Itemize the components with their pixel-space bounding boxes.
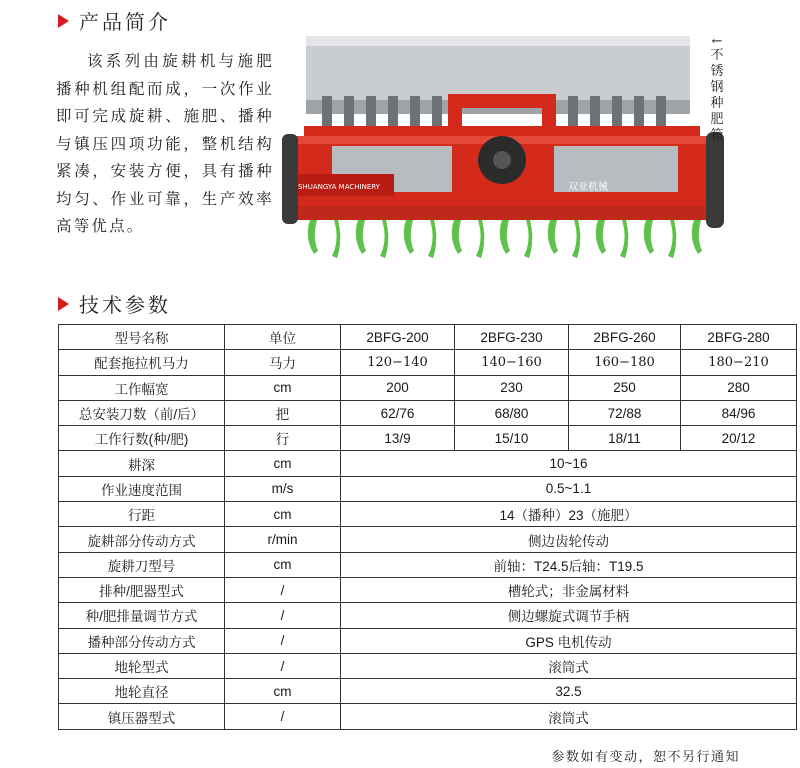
intro-title: 产品简介 (79, 10, 171, 34)
spec-heading (58, 289, 171, 318)
table-row (59, 375, 797, 400)
param-unit: r/min (225, 527, 341, 552)
triangle-bullet-icon (58, 14, 69, 28)
hopper-lid (306, 36, 690, 46)
param-name: 种/肥排量调节方式 (59, 603, 225, 628)
param-name: 工作行数(种/肥) (59, 426, 225, 451)
brand-plate (294, 174, 394, 196)
triangle-bullet-icon (58, 297, 69, 311)
hopper-callout-text: 不锈钢种肥箱 (710, 48, 724, 143)
param-value: 滚筒式 (341, 653, 797, 678)
param-name: 耕深 (59, 451, 225, 476)
param-name: 排种/肥器型式 (59, 577, 225, 602)
rotary-blades (308, 220, 702, 258)
param-value: 前轴：T24.5后轴：T19.5 (341, 552, 797, 577)
param-value: 15/10 (455, 426, 569, 451)
intro-heading (58, 6, 171, 35)
param-value: 侧边螺旋式调节手柄 (341, 603, 797, 628)
param-value: 14（播种）23（施肥） (341, 502, 797, 527)
param-value: 18/11 (569, 426, 681, 451)
param-unit: / (225, 704, 341, 729)
param-value: 250 (569, 375, 681, 400)
header-cell: 2BFG-200 (341, 325, 455, 350)
param-unit: 行 (225, 426, 341, 451)
top-beam (304, 126, 700, 136)
table-row (59, 653, 797, 678)
brand-en: SHUANGYA MACHINERY (298, 183, 380, 191)
param-unit: cm (225, 552, 341, 577)
param-value: 72/88 (569, 400, 681, 425)
param-unit: cm (225, 502, 341, 527)
param-value: 0.5~1.1 (341, 476, 797, 501)
left-side-gear (282, 134, 298, 224)
param-unit: / (225, 628, 341, 653)
header-cell: 单位 (225, 325, 341, 350)
header-cell: 2BFG-230 (455, 325, 569, 350)
param-value: 侧边齿轮传动 (341, 527, 797, 552)
product-photo (282, 34, 724, 274)
hopper-callout (708, 36, 726, 144)
table-row (59, 704, 797, 729)
param-value: 68/80 (455, 400, 569, 425)
param-name: 作业速度范围 (59, 476, 225, 501)
param-value: 120−140 (341, 350, 455, 375)
param-name: 播种部分传动方式 (59, 628, 225, 653)
param-value: 62/76 (341, 400, 455, 425)
param-name: 地轮直径 (59, 679, 225, 704)
param-unit: cm (225, 451, 341, 476)
param-unit: / (225, 603, 341, 628)
param-name: 旋耕部分传动方式 (59, 527, 225, 552)
param-unit: / (225, 577, 341, 602)
table-row (59, 552, 797, 577)
param-unit: cm (225, 375, 341, 400)
right-side-gear (706, 132, 724, 228)
param-value: 10~16 (341, 451, 797, 476)
param-name: 镇压器型式 (59, 704, 225, 729)
param-value: 槽轮式；非金属材料 (341, 577, 797, 602)
intro-paragraph: 该系列由旋耕机与施肥播种机组配而成，一次作业即可完成旋耕、施肥、播种与镇压四项功能，整机结构紧凑，安装方便，具有播种均匀、作业可靠，生产效率高等优点。 (56, 52, 274, 235)
param-name: 总安装刀数（前/后） (59, 400, 225, 425)
table-row (59, 577, 797, 602)
param-unit: 马力 (225, 350, 341, 375)
table-row (59, 476, 797, 501)
param-name: 旋耕刀型号 (59, 552, 225, 577)
table-row (59, 451, 797, 476)
spec-table (58, 324, 797, 730)
gearbox-hub (493, 151, 511, 169)
table-row (59, 502, 797, 527)
param-unit: cm (225, 679, 341, 704)
param-name: 地轮型式 (59, 653, 225, 678)
param-value: 84/96 (681, 400, 797, 425)
param-unit: m/s (225, 476, 341, 501)
param-name: 行距 (59, 502, 225, 527)
param-value: 20/12 (681, 426, 797, 451)
param-value: 230 (455, 375, 569, 400)
header-cell: 2BFG-260 (569, 325, 681, 350)
left-arrow-icon: ← (711, 34, 723, 49)
header-cell: 2BFG-280 (681, 325, 797, 350)
a-frame-top (448, 94, 556, 108)
header-cell: 型号名称 (59, 325, 225, 350)
param-value: 滚筒式 (341, 704, 797, 729)
table-header-row (59, 325, 797, 350)
param-unit: / (225, 653, 341, 678)
spec-title: 技术参数 (79, 293, 171, 317)
param-name: 配套拖拉机马力 (59, 350, 225, 375)
brand-cn: 双亚机械 (568, 182, 608, 193)
table-row (59, 603, 797, 628)
rotor-shaft (290, 206, 716, 220)
footnote: 参数如有变动，恕不另行通知 (551, 750, 740, 765)
param-value: 280 (681, 375, 797, 400)
table-row (59, 527, 797, 552)
table-row (59, 426, 797, 451)
table-row (59, 628, 797, 653)
table-row (59, 679, 797, 704)
param-unit: 把 (225, 400, 341, 425)
param-value: 13/9 (341, 426, 455, 451)
param-name: 工作幅宽 (59, 375, 225, 400)
param-value: 32.5 (341, 679, 797, 704)
param-value: GPS 电机传动 (341, 628, 797, 653)
param-value: 180−210 (681, 350, 797, 375)
table-row (59, 400, 797, 425)
param-value: 200 (341, 375, 455, 400)
param-value: 160−180 (569, 350, 681, 375)
table-row (59, 350, 797, 375)
param-value: 140−160 (455, 350, 569, 375)
